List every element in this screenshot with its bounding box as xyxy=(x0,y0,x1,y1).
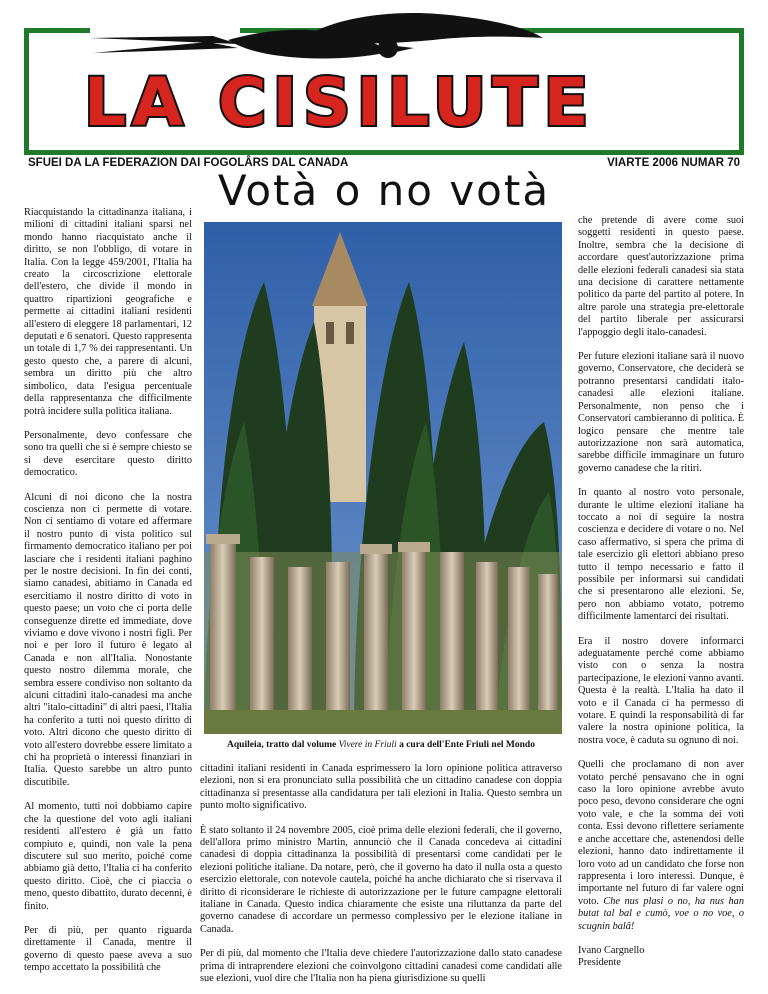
paragraph: Alcuni di noi dicono che la nostra coscienza non ci permette di votare. Non ci sentiamo di votare ed affermare il nostro punto di vista politico sul firmamento democratico italiano per poi lasciare che i residenti italiani paghino per le nostre decisioni. In fin dei conti, siamo canadesi, abitiamo in Canada ed esercitiamo il nostro diritto di voto in questo paese; un voto che ci porta delle conseguenze dirette ed immediate, dove viviamo e dove vivono i nostri figli. Per noi e per loro il futuro è legato al Canada e non all'Italia. Nonostante questo nostro dilemma morale, che sembra essere condiviso non soltanto da alcuni cittadini italo-canadesi ma anche altri "italo-cittadini" di altri paesi, l'Italia ha conferito a tutti noi questo diritto di voto. Altri dicono che questo diritto di voto all'estero dovrebbe essere limitato a chi ha proprietà o interessi finanziari in Italia. Questo sarebbe un altro punto discutibile. xyxy=(24,491,192,788)
paragraph: Per di più, dal momento che l'Italia deve chiedere l'autorizzazione dallo stato canadese prima di intraprendere elezioni che coinvolgono cittadini canadesi come candidati alle sue elezioni, vuol dire che l'Italia non ha piena giurisdizione su quelli xyxy=(200,948,562,985)
paragraph: Per future elezioni italiane sarà il nuovo governo, Conservatore, che deciderà se potranno presentarsi candidati italo-canadesi alle elezioni italiane. Personalmente, non penso che i Conservatori cambieranno di politica. È logico pensare che mentre tale autorizzazione non sarà automatica, sarebbe difficile immaginare un futuro governo canadese che la ritiri. xyxy=(578,351,744,474)
aquileia-photo xyxy=(204,222,562,750)
author-role: Presidente xyxy=(578,957,621,969)
paragraph: In quanto al nostro voto personale, durante le ultime elezioni italiane ha toccato a noi di seguire la nostra coscienza e decidere di votare o no. Nel caso affermativo, si spera che prima di tale esercizio gli elettori abbiano preso tutto il tempo necessario e fatto il possibile per informarsi sui candidati che si presentarono alle elezioni. Se, pero non abbiamo votato, potremo difficilmente lamentarci dei risultati. xyxy=(578,487,744,623)
caption-text: Aquileia, tratto dal volume xyxy=(227,740,339,750)
paragraph: Era il nostro dovere informarci adeguatamente perché come abbiamo visto con o senza la nostra partecipazione, le elezioni vanno avanti. Questa è la realtà. L'Italia ha dato il voto e il Canada ci ha permesso di votare. E quindi la responsabilità di far valere la nostra opinione politica, la nostra voce, è caduta su ognuno di noi. xyxy=(578,635,744,746)
paragraph: Al momento, tutti noi dobbiamo capire che la questione del voto agli italiani residenti all'estero è già un fatto compiuto e, quindi, non vale la pena discutere sul suo merito, poiché come abbiamo già detto, l'Italia ci ha conferito questo diritto. Cioè, che ci piaccia o meno, questo dibattito, durato decenni, è finito. xyxy=(24,801,192,912)
middle-column xyxy=(200,763,562,994)
left-column xyxy=(24,207,192,987)
paragraph: cittadini italiani residenti in Canada esprimessero la loro opinione politica attraverso elezioni, non si era pronunciato sulla possibilità che un cittadino canadese con doppia cittadinanza si presentasse alla candidatura per tali elezioni in Italia. Questo sembra un punto molto significativo. xyxy=(200,763,562,812)
paragraph: Riacquistando la cittadinanza italiana, i milioni di cittadini italiani sparsi nel mondo hanno riacquistato anche il diritto, se non l'obbligo, di votare in Italia. Con la legge 459/2001, l'Italia ha creato la circoscrizione elettorale dell'estero, che divide il mondo in quattro ripartizioni geografiche e permette ai cittadini italiani residenti all'estero di eleggere 18 parlamentari, 12 deputati e 6 senatori. Questo rappresenta un totale di 1,7 % dei rappresentanti. Un gesto questo che, a parere di alcuni, sembra un diritto più che altro simbolico, data l'esigua percentuale della rappresentanza che difficilmente potrà incidere sulla politica italiana. xyxy=(24,207,192,417)
caption-text: a cura dell'Ente Friuli nel Mondo xyxy=(396,740,535,750)
article-headline: Votà o no votà xyxy=(217,166,551,215)
aquileia-image xyxy=(204,222,562,734)
closing-text: Quelli che proclamano di non aver votato perché pensavano che in ogni caso la loro opinione avrebbe avuto poco peso, devono considerare che ogni voto vale, e che la somma dei voti conta. Essi devono riflettere seriamente e anche accettare che, astenendosi delle elezioni, hanno dato indirettamente il loro voto ad un candidato che forse non rappresenta i loro interessi. Dunque, è importante nel futuro di far valere ogni voto. xyxy=(578,759,744,907)
closing-paragraph xyxy=(578,759,744,933)
paragraph: Per di più, per quanto riguarda direttamente il Canada, mentre il governo di questo paese aveva a suo tempo accettato la possibilità che xyxy=(24,924,192,974)
author-name: Ivano Cargnello xyxy=(578,944,645,956)
paragraph: È stato soltanto il 24 novembre 2005, cioè prima delle elezioni federali, che il governo, dell'allora primo ministro Martin, annunciò che il Canada concedeva ai cittadini canadesi di doppia cittadinanza la possibilità di presentarsi come candidati per le elezioni politiche italiane. Da notare, però, che il governo ha dato il nulla osta a questo esercizio elettorale, con notevole cautela, poiché ha anche dichiarato che si riservava il diritto di riconsiderare le richieste di autorizzazione per le future campagne elettorali italiane in Canada. Questo indica chiaramente che esiste una riluttanza da parte del governo canadese di accordare un permesso complessivo per le elezione italiane in Canada. xyxy=(200,824,562,935)
masthead-subtitle: SFUEI DA LA FEDERAZION DAI FOGOLÂRS DAL CANADA xyxy=(28,157,349,169)
masthead-title: LA CISILUTE xyxy=(84,64,595,141)
right-column xyxy=(578,215,744,982)
signature xyxy=(578,945,744,970)
caption-book-title: Vivere in Friuli xyxy=(338,740,397,750)
paragraph: Personalmente, devo confessare che sono tra quelli che si è sempre chiesto se si deve esercitare questo diritto democratico. xyxy=(24,429,192,479)
masthead-rule xyxy=(24,150,744,155)
issue-label: VIARTE 2006 NUMAR 70 xyxy=(607,157,740,169)
photo-caption xyxy=(200,740,562,750)
paragraph: che pretende di avere come suoi soggetti residenti in questo paese. Inoltre, sembra che la decisione di accordare quest'autorizzazione prima delle elezioni federali canadesi sia stata una decisione di carattere nettamente politico da parte del partito al potere. In altre parole una strategia pre-elettorale del partito liberale per assicurarsi l'appoggio degli italo-canadesi. xyxy=(578,215,744,338)
friulian-quote: Che nus plasi o no, ha nus han butat tal bal e cumò, voe o no voe, o scugnin balâ! xyxy=(578,895,744,932)
